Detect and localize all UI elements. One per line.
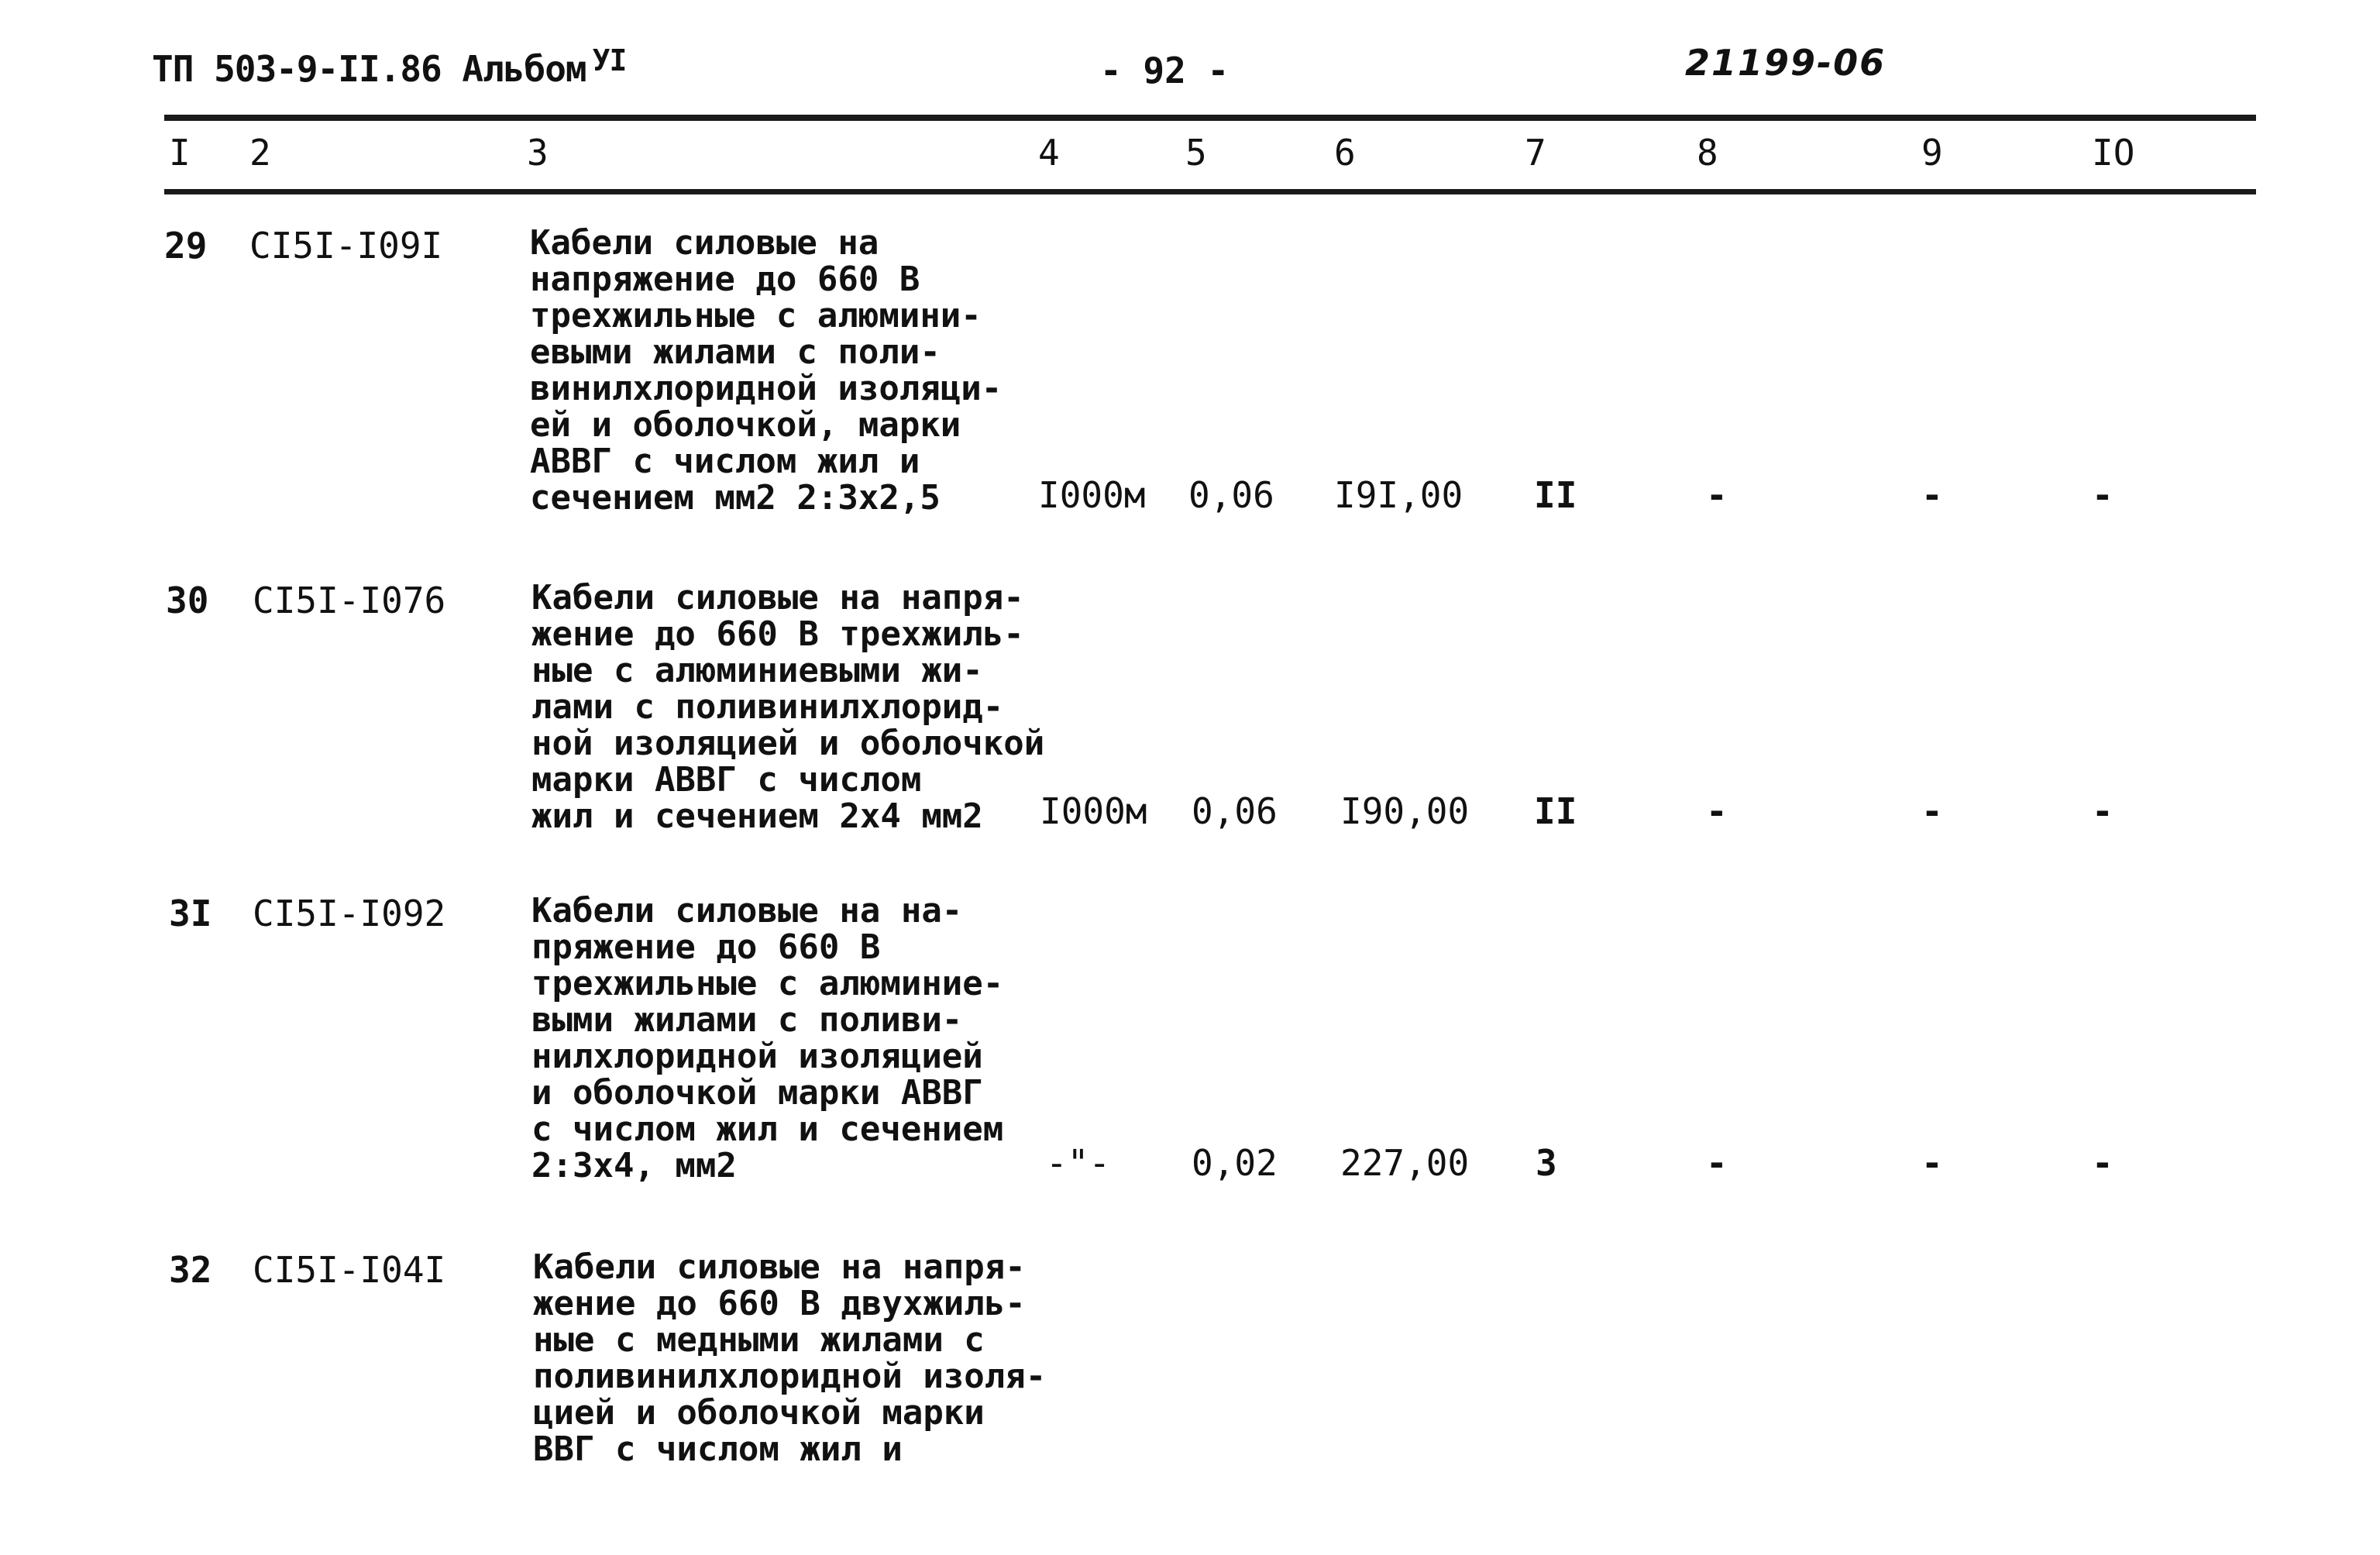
page-number: - 92 - bbox=[1100, 50, 1230, 91]
row-description: Кабели силовые на напря- жение до 660 В трехжиль- ные с алюминиевыми жи- лами с поливинилхлорид- ной изоляцией и оболочкой марки АВВГ с числом жил и сечением 2х4 мм2 bbox=[531, 578, 1045, 836]
row-code: CI5I-I092 bbox=[253, 893, 446, 934]
column-header-2: 2 bbox=[249, 132, 271, 174]
document-title bbox=[152, 43, 627, 90]
row-col10: - bbox=[2092, 1142, 2113, 1184]
row-number: 30 bbox=[166, 580, 209, 621]
row-col7: II bbox=[1534, 474, 1577, 516]
row-unit: I000м bbox=[1040, 790, 1147, 832]
document-title-text: ТП 503-9-II.86 Альбом bbox=[152, 48, 586, 90]
row-col9: - bbox=[1921, 1142, 1943, 1184]
column-header-5: 5 bbox=[1185, 132, 1207, 174]
row-col10: - bbox=[2092, 474, 2113, 516]
row-code: CI5I-I04I bbox=[253, 1249, 446, 1291]
row-col6: I90,00 bbox=[1340, 790, 1470, 832]
row-col6: I9I,00 bbox=[1334, 474, 1463, 516]
column-header-9: 9 bbox=[1921, 132, 1943, 174]
row-col8: - bbox=[1706, 474, 1728, 516]
row-col9: - bbox=[1921, 790, 1943, 832]
column-header-6: 6 bbox=[1334, 132, 1356, 174]
column-header-1: I bbox=[169, 132, 191, 174]
row-description: Кабели силовые на напря- жение до 660 В двухжиль- ные с медными жилами с поливинилхлоридной изоля- цией и оболочкой марки ВВГ с числом жил и bbox=[533, 1247, 1047, 1469]
row-number: 29 bbox=[164, 225, 208, 267]
row-number: 32 bbox=[169, 1249, 212, 1291]
row-col5: 0,02 bbox=[1192, 1142, 1278, 1184]
row-col8: - bbox=[1706, 790, 1728, 832]
row-code: CI5I-I076 bbox=[253, 580, 446, 621]
row-unit: I000м bbox=[1038, 474, 1146, 516]
row-col10: - bbox=[2092, 790, 2113, 832]
row-col7: 3 bbox=[1536, 1142, 1557, 1184]
header-bottom-rule bbox=[164, 189, 2256, 194]
row-code: CI5I-I09I bbox=[249, 225, 443, 267]
row-col6: 227,00 bbox=[1340, 1142, 1470, 1184]
row-col5: 0,06 bbox=[1188, 474, 1274, 516]
column-header-3: 3 bbox=[527, 132, 549, 174]
row-number: 3I bbox=[169, 893, 212, 934]
album-number: УI bbox=[592, 43, 627, 77]
row-col8: - bbox=[1706, 1142, 1728, 1184]
row-col7: II bbox=[1534, 790, 1577, 832]
row-col5: 0,06 bbox=[1192, 790, 1278, 832]
header-top-rule bbox=[164, 115, 2256, 121]
row-col9: - bbox=[1921, 474, 1943, 516]
row-unit: -"- bbox=[1046, 1142, 1111, 1184]
row-description: Кабели силовые на на- пряжение до 660 В трехжильные с алюминие- выми жилами с поливи- нилхлоридной изоляцией и оболочкой марки АВВГ с числом жил и сечением 2:3х4, мм2 bbox=[531, 891, 1004, 1185]
document-code: 21199-06 bbox=[1685, 42, 1886, 84]
column-header-8: 8 bbox=[1697, 132, 1718, 174]
column-header-10: IO bbox=[2092, 132, 2135, 174]
column-header-7: 7 bbox=[1525, 132, 1546, 174]
row-description: Кабели силовые на напряжение до 660 В трехжильные с алюмини- евыми жилами с поли- винилхлоридной изоляци- ей и оболочкой, марки АВВГ с числом жил и сечением мм2 2:3х2,5 bbox=[530, 223, 1003, 518]
column-header-4: 4 bbox=[1038, 132, 1060, 174]
